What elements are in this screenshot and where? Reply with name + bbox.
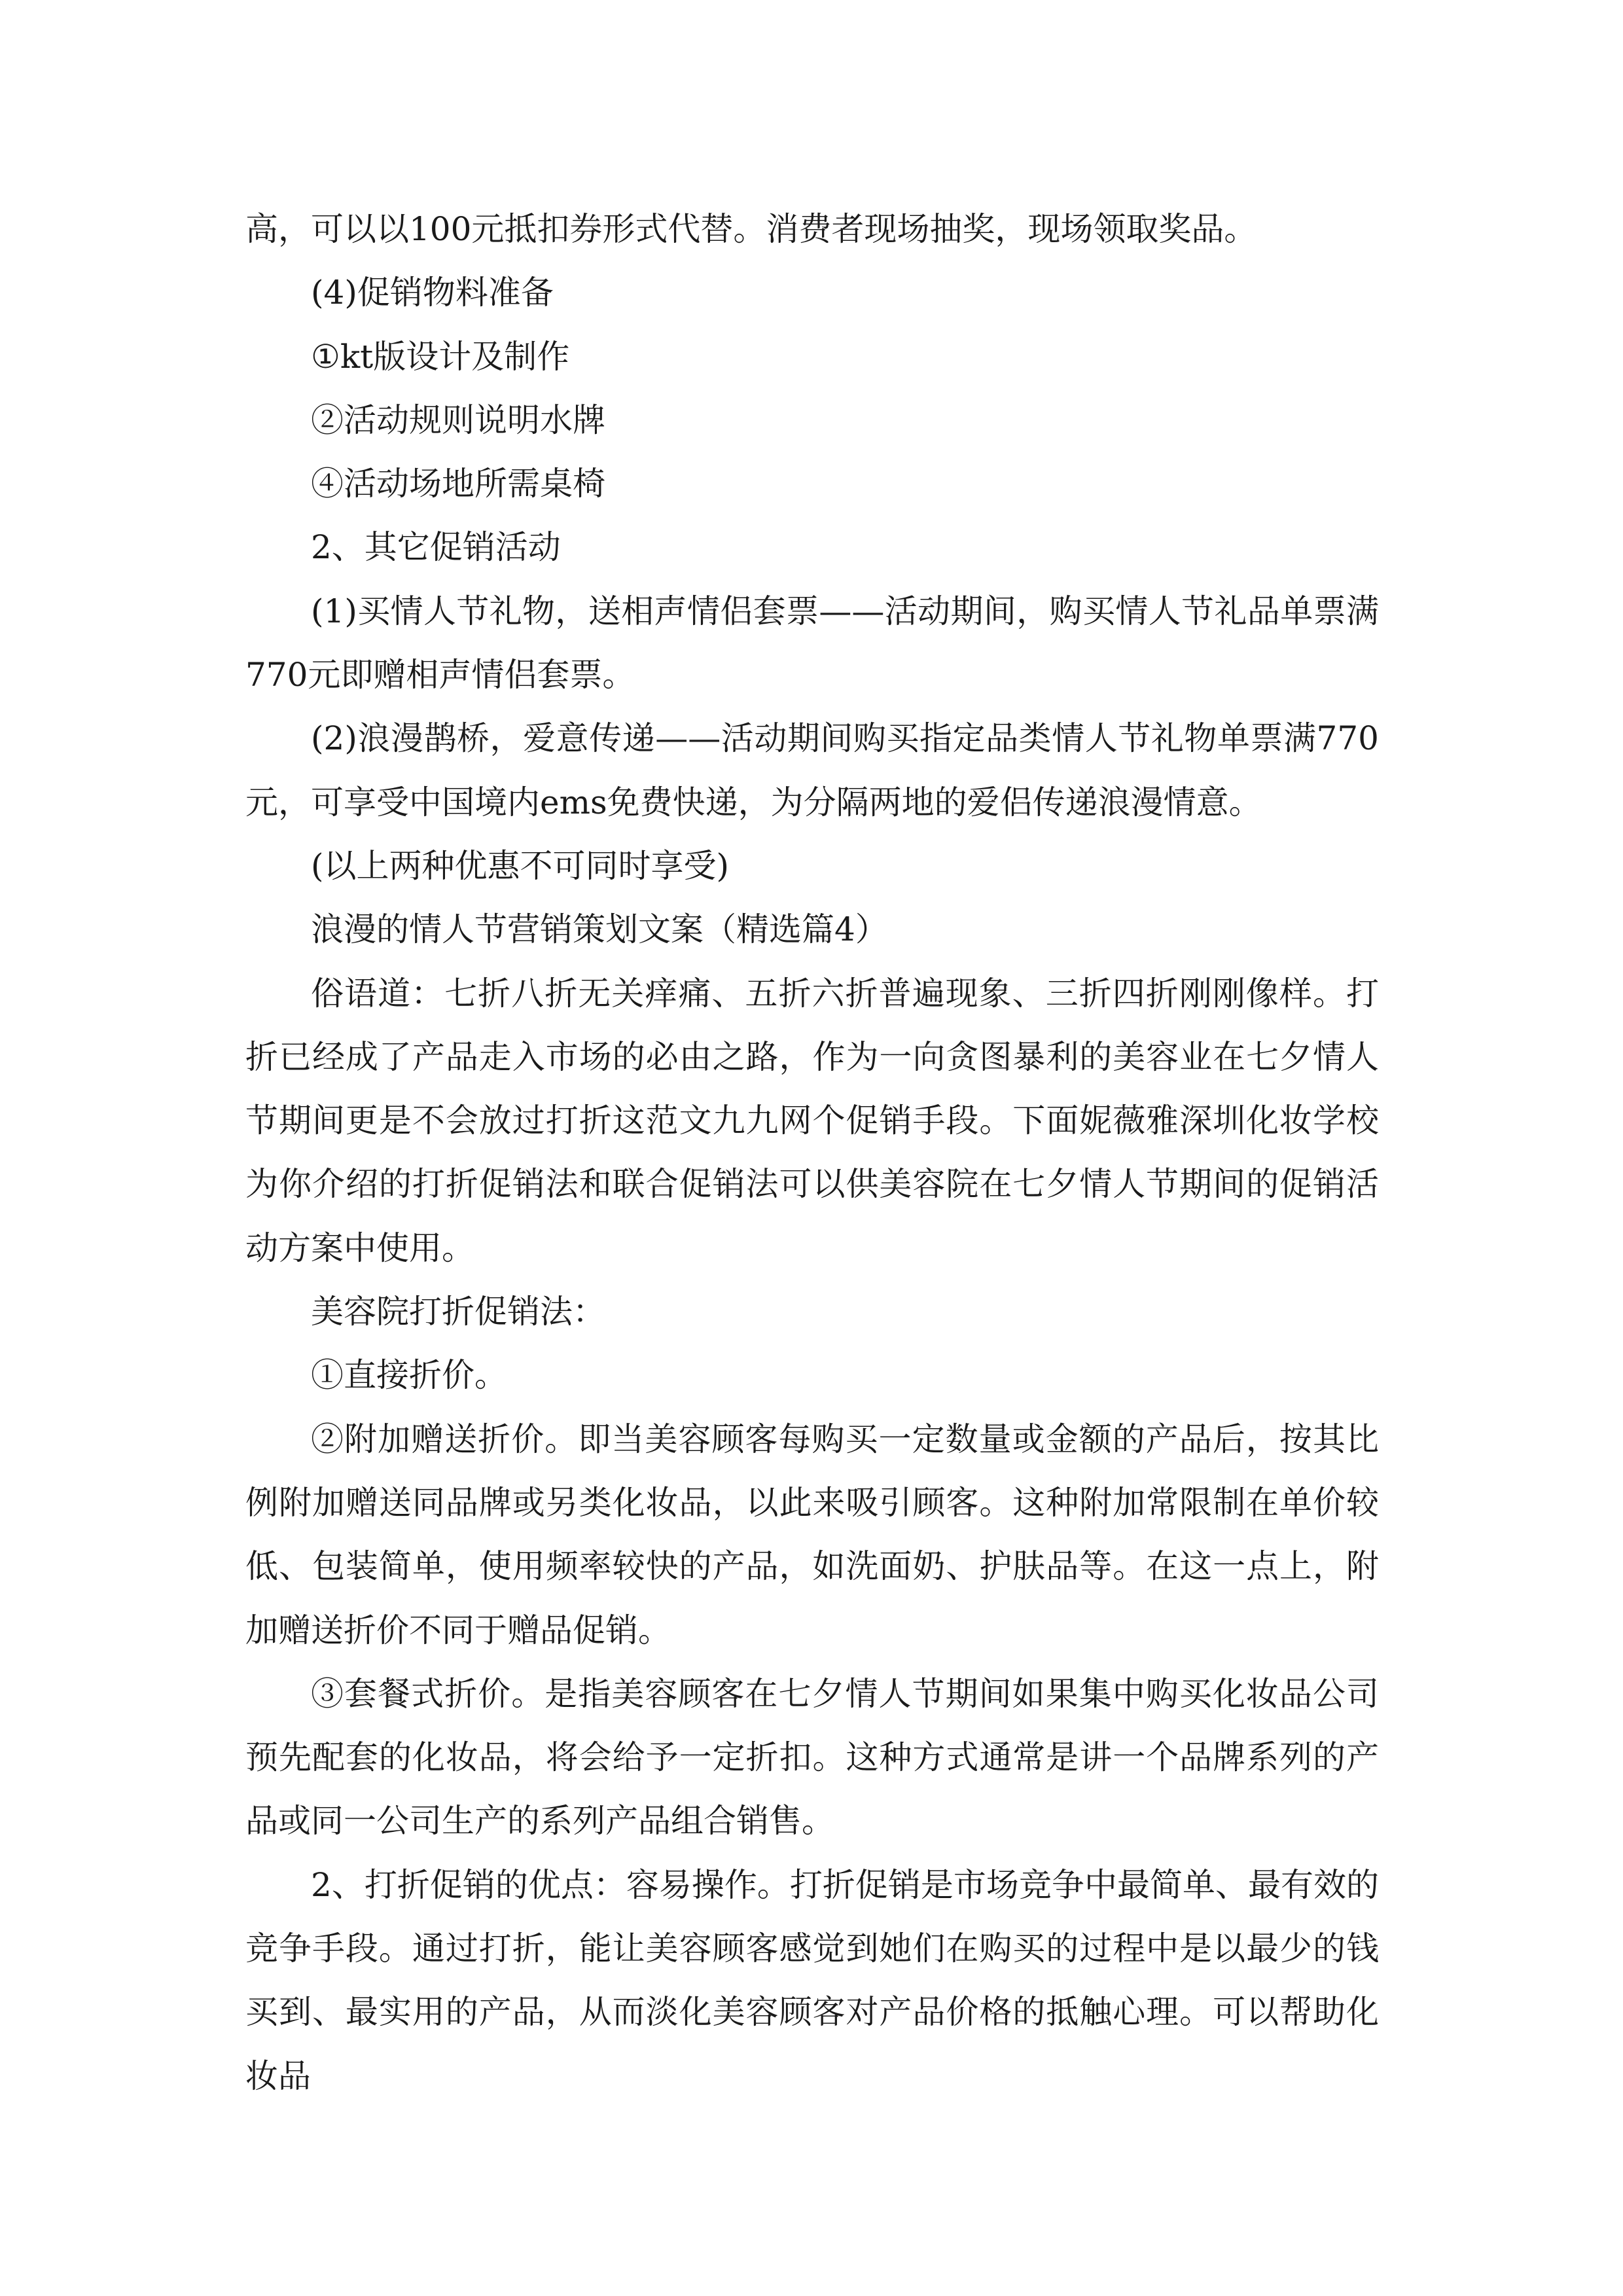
paragraph: (4)促销物料准备 [311, 274, 554, 312]
paragraph: ②活动规则说明水牌 [311, 401, 605, 439]
paragraph: (2)浪漫鹊桥，爱意传递——活动期间购买指定品类情人节礼物单票满770元，可享受中国境内ems免费快递，为分隔两地的爱侣传递浪漫情意。 [245, 719, 1379, 821]
paragraph: ①kt版设计及制作 [311, 337, 570, 376]
paragraph: ①直接折价。 [311, 1356, 507, 1395]
paragraph: 美容院打折促销法： [311, 1293, 605, 1331]
paragraph: ②附加赠送折价。即当美容顾客每购买一定数量或金额的产品后，按其比例附加赠送同品牌或另类化妆品，以此来吸引顾客。这种附加常限制在单价较低、包装简单，使用频率较快的产品，如洗面奶、护肤品等。在这一点上，附加赠送折价不同于赠品促销。 [245, 1420, 1379, 1649]
paragraph: 2、打折促销的优点：容易操作。打折促销是市场竞争中最简单、最有效的竞争手段。通过打折，能让美容顾客感觉到她们在购买的过程中是以最少的钱买到、最实用的产品，从而淡化美容顾客对产品价格的抵触心理。可以帮助化妆品 [245, 1865, 1379, 2095]
paragraph: 俗语道：七折八折无关痒痛、五折六折普遍现象、三折四折刚刚像样。打折已经成了产品走入市场的必由之路，作为一向贪图暴利的美容业在七夕情人节期间更是不会放过打折这范文九九网个促销手段。下面妮薇雅深圳化妆学校为你介绍的打折促销法和联合促销法可以供美容院在七夕情人节期间的促销活动方案中使用。 [245, 974, 1379, 1267]
document-body [245, 198, 1379, 2108]
section-heading: 浪漫的情人节营销策划文案（精选篇4） [311, 910, 888, 949]
paragraph: ③套餐式折价。是指美容顾客在七夕情人节期间如果集中购买化妆品公司预先配套的化妆品，将会给予一定折扣。这种方式通常是讲一个品牌系列的产品或同一公司生产的系列产品组合销售。 [245, 1674, 1379, 1840]
paragraph: 2、其它促销活动 [311, 528, 561, 567]
paragraph: (以上两种优惠不可同时享受) [311, 846, 730, 885]
paragraph: ④活动场地所需桌椅 [311, 465, 605, 503]
paragraph: 高，可以以100元抵扣券形式代替。消费者现场抽奖，现场领取奖品。 [245, 210, 1257, 248]
paragraph: (1)买情人节礼物，送相声情侣套票——活动期间，购买情人节礼品单票满770元即赠相声情侣套票。 [245, 592, 1379, 694]
